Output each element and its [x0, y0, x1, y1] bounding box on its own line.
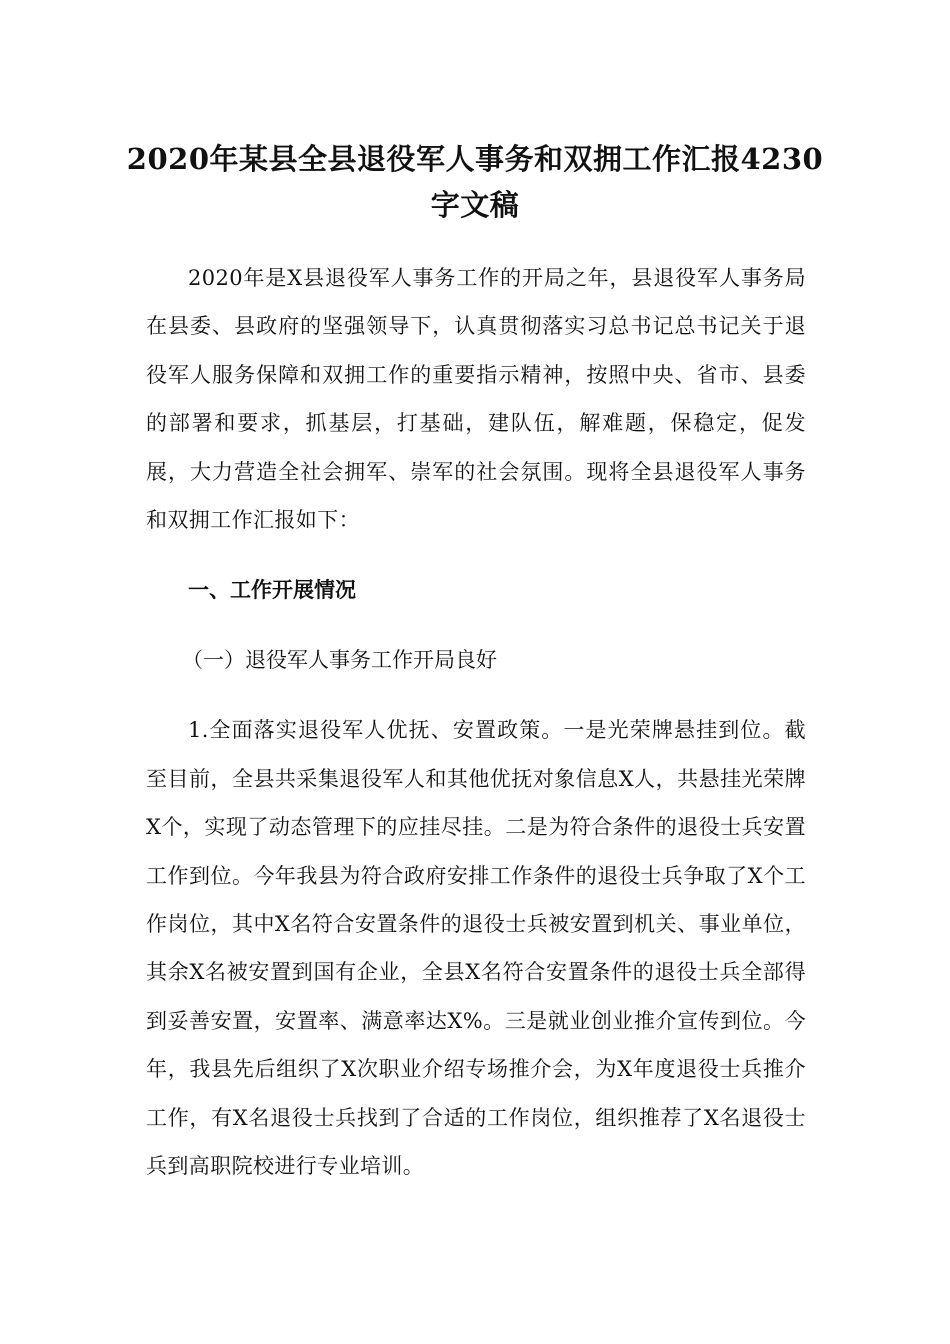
- document-title: 2020年某县全县退役军人事务和双拥工作汇报4230字文稿: [126, 142, 824, 222]
- item-paragraph-policy-implementation: 1.全面落实退役军人优抚、安置政策。一是光荣牌悬挂到位。截至目前，全县共采集退役军人和其他优抚对象信息X人，共悬挂光荣牌X个，实现了动态管理下的应挂尽挂。二是为符合条件的退役士兵安置工作到位。今年我县为符合政府安排工作条件的退役士兵争取了X个工作岗位，其中X名符合安置条件的退役士兵被安置到机关、事业单位，其余X名被安置到国有企业，全县X名符合安置条件的退役士兵全部得到妥善安置，安置率、满意率达X%。三是就业创业推介宣传到位。今年，我县先后组织了X次职业介绍专场推介会，为X年度退役士兵推介工作，有X名退役士兵找到了合适的工作岗位，组织推荐了X名退役士兵到高职院校进行专业培训。: [146, 718, 806, 1179]
- section-heading-work-status: 一、工作开展情况: [188, 577, 356, 603]
- intro-paragraph: 2020年是X县退役军人事务工作的开局之年，县退役军人事务局在县委、县政府的坚强领导下，认真贯彻落实习总书记总书记关于退役军人服务保障和双拥工作的重要指示精神，按照中央、省市、县委的部署和要求，抓基层，打基础，建队伍，解难题，保稳定，促发展，大力营造全社会拥军、崇军的社会氛围。现将全县退役军人事务和双拥工作汇报如下：: [146, 266, 806, 533]
- subsection-heading-veterans-affairs: （一）退役军人事务工作开局良好: [182, 648, 497, 673]
- document-body: [146, 254, 806, 1191]
